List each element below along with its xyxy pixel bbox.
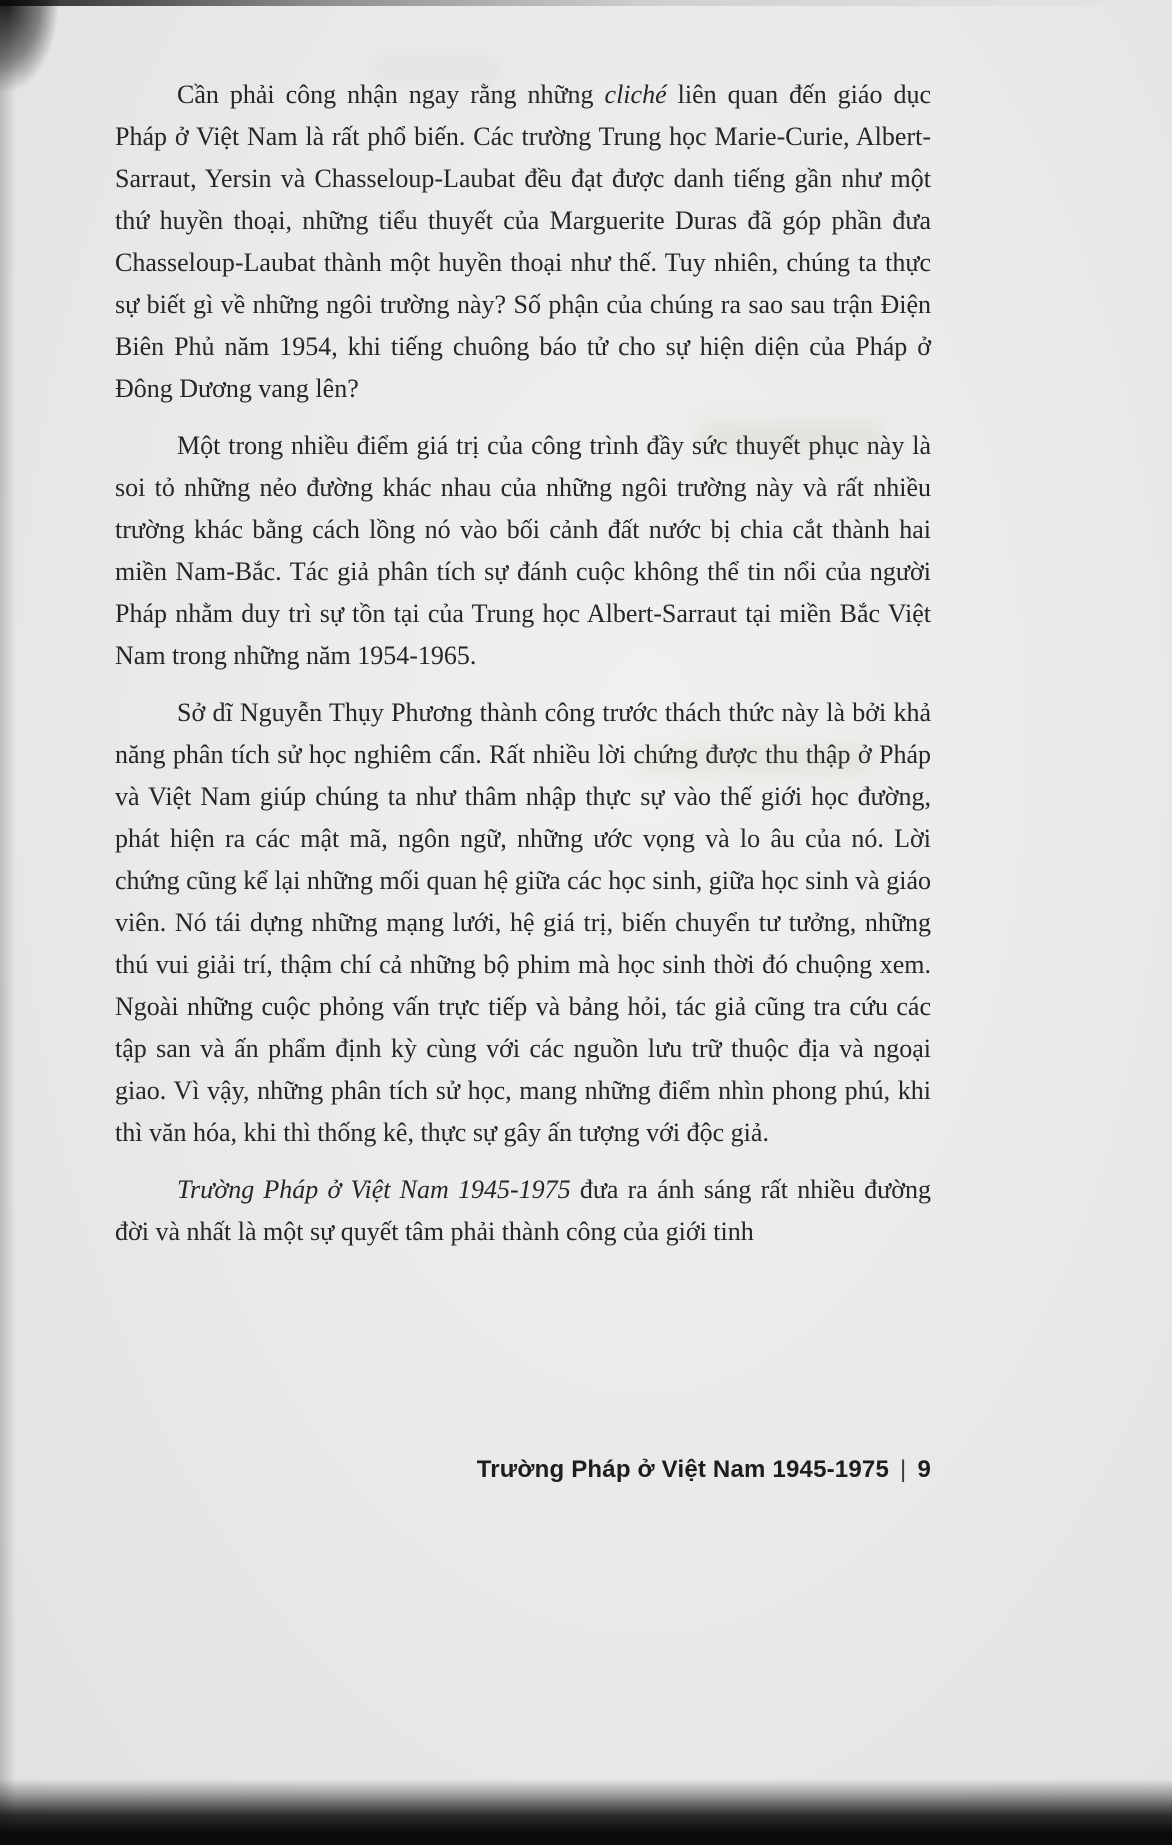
paragraph-1-text-continued: liên quan đến giáo dục Pháp ở Việt Nam là rất phổ biến. Các trường Trung học Marie-Curie, Albert-Sarraut, Yersin và Chasseloup-Laubat đều đạt được danh tiếng gần như một thứ huyền thoại, những tiểu thuyết của Marguerite Duras đã góp phần đưa Chasseloup-Laubat thành một huyền thoại như thế. Tuy nhiên, chúng ta thực sự biết gì về những ngôi trường này? Số phận của chúng ra sao sau trận Điện Biên Phủ năm 1954, khi tiếng chuông báo tử cho sự hiện diện của Pháp ở Đông Dương vang lên? <box>115 80 931 403</box>
scan-corner-artifact <box>0 0 95 145</box>
page-number: 9 <box>917 1456 931 1483</box>
running-footer-title: Trường Pháp ở Việt Nam 1945-1975 <box>476 1456 889 1483</box>
page-footer <box>115 1456 931 1484</box>
scan-bottom-edge-artifact <box>0 1779 1172 1845</box>
page-text <box>115 74 931 1268</box>
paragraph-4 <box>115 1169 931 1253</box>
bleed-through-artifact <box>380 60 500 78</box>
paragraph-4-text: đưa ra ánh sáng rất nhiều đường đời và nhất là một sự quyết tâm phải thành công của giới tinh <box>115 1175 931 1246</box>
footer-separator: | <box>900 1456 907 1483</box>
paragraph-1 <box>115 74 931 410</box>
paragraph-2: Một trong nhiều điểm giá trị của công trình đầy sức thuyết phục này là soi tỏ những nẻo đường khác nhau của những ngôi trường này và rất nhiều trường khác bằng cách lồng nó vào bối cảnh đất nước bị chia cắt thành hai miền Nam-Bắc. Tác giả phân tích sự đánh cuộc không thể tin nổi của người Pháp nhằm duy trì sự tồn tại của Trung học Albert-Sarraut tại miền Bắc Việt Nam trong những năm 1954-1965. <box>115 431 931 670</box>
bleed-through-artifact <box>640 748 870 772</box>
paragraph-1-text: Cần phải công nhận ngay rằng những <box>177 80 605 109</box>
paragraph-4-book-title-italic: Trường Pháp ở Việt Nam 1945-1975 <box>177 1175 571 1204</box>
scan-top-edge-shadow <box>0 0 1172 6</box>
bleed-through-artifact <box>700 424 880 450</box>
paragraph-1-italic-term: cliché <box>604 80 667 109</box>
scan-left-edge-shadow <box>0 0 16 1845</box>
paragraph-3: Sở dĩ Nguyễn Thụy Phương thành công trước thách thức này là bởi khả năng phân tích sử học nghiêm cẩn. Rất nhiều lời chứng được thu thập ở Pháp và Việt Nam giúp chúng ta như thâm nhập thực sự vào thế giới học đường, phát hiện ra các mật mã, ngôn ngữ, những ước vọng và lo âu của nó. Lời chứng cũng kể lại những mối quan hệ giữa các học sinh, giữa học sinh và giáo viên. Nó tái dựng những mạng lưới, hệ giá trị, biến chuyển tư tưởng, những thú vui giải trí, thậm chí cả những bộ phim mà học sinh thời đó chuộng xem. Ngoài những cuộc phỏng vấn trực tiếp và bảng hỏi, tác giả cũng tra cứu các tập san và ấn phẩm định kỳ cùng với các nguồn lưu trữ thuộc địa và ngoại giao. Vì vậy, những phân tích sử học, mang những điểm nhìn phong phú, khi thì văn hóa, khi thì thống kê, thực sự gây ấn tượng với độc giả. <box>115 698 931 1147</box>
